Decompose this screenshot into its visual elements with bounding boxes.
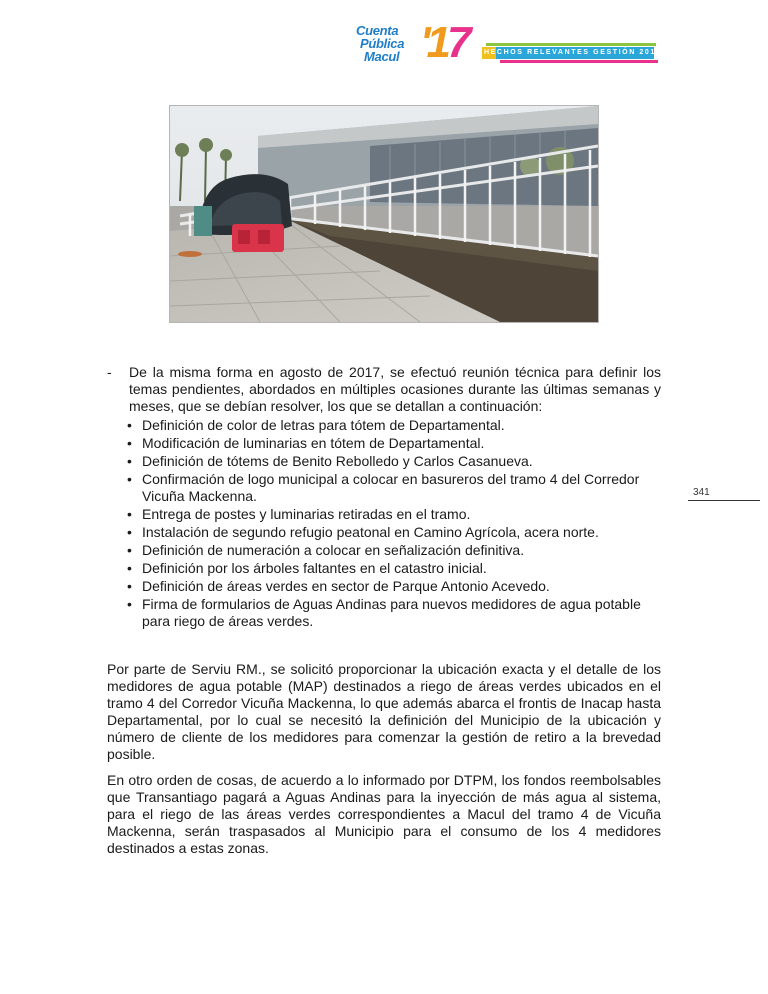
logo-year-part-2: 7	[446, 18, 468, 67]
banner-stripe-pink	[500, 60, 658, 63]
serviu-paragraph-section	[107, 661, 661, 763]
bullet-dot: •	[127, 560, 132, 576]
bullet-dot: •	[127, 506, 132, 522]
list-item-text: Definición por los árboles faltantes en el catastro inicial.	[142, 560, 487, 576]
logo-year-part-1: '1	[420, 18, 447, 67]
bullet-dot: •	[127, 524, 132, 540]
list-item	[107, 435, 661, 452]
bullet-dot: •	[127, 596, 132, 612]
intro-paragraph: De la misma forma en agosto de 2017, se efectuó reunión técnica para definir los temas pendientes, abordados en múltiples ocasiones durante las últimas semanas y meses, que se debían resolver, los que se detallan a continuación:	[129, 364, 661, 414]
intro-section	[107, 364, 661, 631]
list-item	[107, 417, 661, 434]
banner-stripe-green	[486, 43, 656, 46]
list-item-text: Definición de color de letras para tótem de Departamental.	[142, 417, 505, 433]
list-item-text: Confirmación de logo municipal a colocar en basureros del tramo 4 del Corredor Vicuña Mackenna.	[142, 471, 640, 504]
logo-line-2: Pública	[360, 36, 405, 51]
banner-text: HECHOS RELEVANTES GESTIÓN 2017	[484, 49, 662, 56]
bullet-dot: •	[127, 471, 132, 487]
dtpm-paragraph-section	[107, 772, 661, 857]
bullet-dot: •	[127, 417, 132, 433]
pending-items-list	[107, 417, 661, 630]
list-item	[107, 506, 661, 523]
page-number-rule	[688, 500, 760, 501]
list-item	[107, 596, 661, 630]
cuenta-publica-logo	[356, 18, 474, 68]
list-item-text: Modificación de luminarias en tótem de Departamental.	[142, 435, 485, 451]
list-item	[107, 471, 661, 505]
list-item-text: Definición de áreas verdes en sector de Parque Antonio Acevedo.	[142, 578, 550, 594]
list-item	[107, 524, 661, 541]
page-header	[350, 18, 670, 72]
list-item	[107, 453, 661, 470]
list-item-text: Definición de tótems de Benito Rebolledo y Carlos Casanueva.	[142, 453, 533, 469]
bullet-dot: •	[127, 453, 132, 469]
logo-line-3: Macul	[364, 49, 400, 64]
list-item	[107, 560, 661, 577]
site-photo-illustration	[170, 106, 598, 322]
bullet-dot: •	[127, 542, 132, 558]
bullet-dot: •	[127, 435, 132, 451]
page-number: 341	[693, 487, 710, 498]
intro-dash: -	[107, 364, 112, 380]
dtpm-paragraph: En otro orden de cosas, de acuerdo a lo informado por DTPM, los fondos reembolsables que Transantiago pagará a Aguas Andinas para la inyección de más agua al sistema, para el riego de las áreas verdes correspondientes a Macul del tramo 4 de Vicuña Mackenna, serán traspasados al Municipio para el consumo de los 4 medidores destinados a estas zonas.	[107, 772, 661, 856]
logo-line-1: Cuenta	[356, 23, 399, 38]
logo-year	[420, 20, 467, 66]
site-photo	[169, 105, 599, 323]
list-item-text: Firma de formularios de Aguas Andinas para nuevos medidores de agua potable para riego de áreas verdes.	[142, 596, 641, 629]
list-item	[107, 542, 661, 559]
serviu-paragraph: Por parte de Serviu RM., se solicitó proporcionar la ubicación exacta y el detalle de los medidores de agua potable (MAP) destinados a riego de áreas verdes ubicados en el tramo 4 del Corredor Vicuña Mackenna, lo que además abarca el frontis de Inacap hasta Departamental, por lo cual se necesitó la definición del Municipio de la ubicación y número de cliente de los medidores para comenzar la gestión de retiro a la brevedad posible.	[107, 661, 661, 762]
bullet-dot: •	[127, 578, 132, 594]
list-item-text: Instalación de segundo refugio peatonal en Camino Agrícola, acera norte.	[142, 524, 599, 540]
list-item-text: Definición de numeración a colocar en señalización definitiva.	[142, 542, 525, 558]
list-item	[107, 578, 661, 595]
list-item-text: Entrega de postes y luminarias retiradas en el tramo.	[142, 506, 471, 522]
